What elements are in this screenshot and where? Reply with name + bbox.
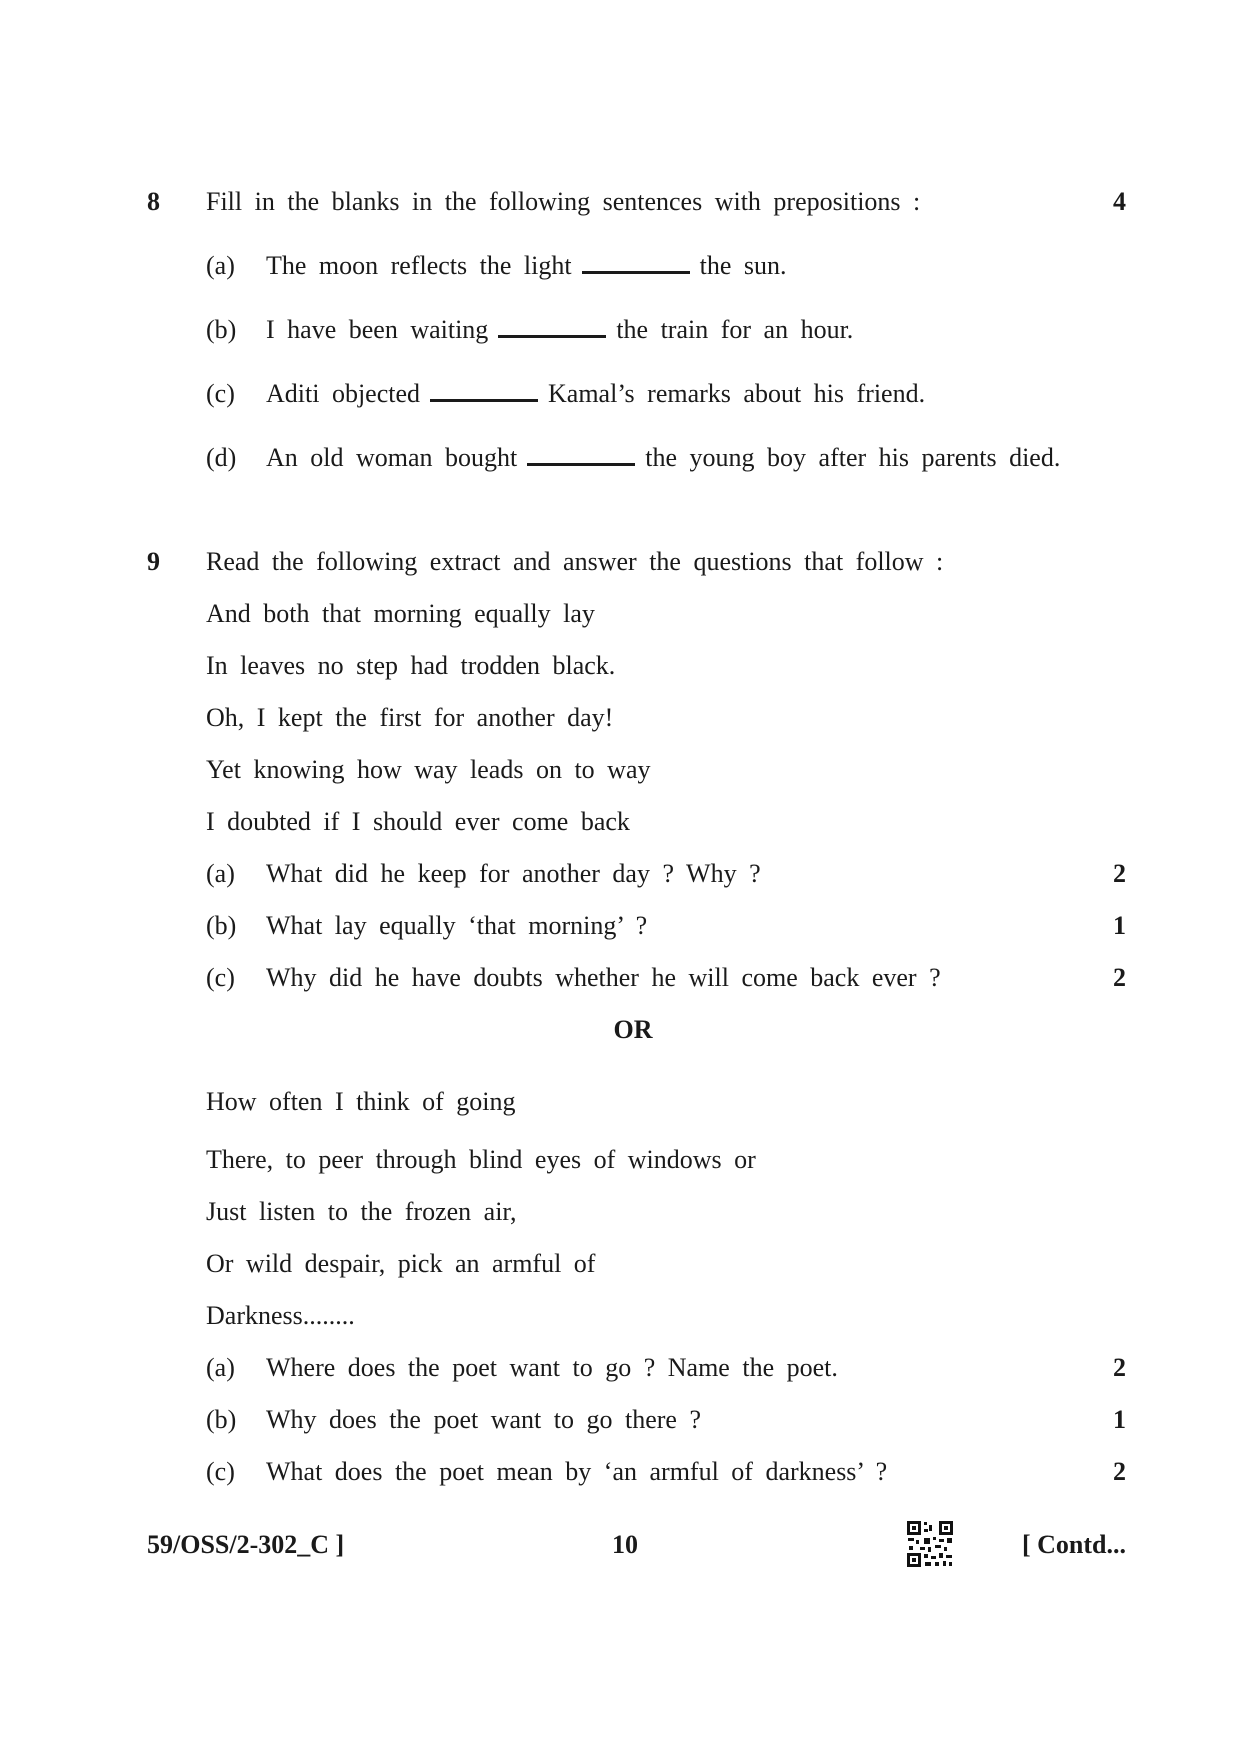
extract-line: And both that morning equally lay	[206, 599, 595, 628]
alt-question-a-marks: 2	[1113, 1353, 1126, 1382]
or-divider: OR	[613, 1015, 653, 1044]
q9-question-a-marks: 2	[1113, 859, 1126, 888]
alt-question-label: (c)	[206, 1457, 235, 1486]
q8-item-label: (b)	[206, 315, 237, 344]
alt-extract-line: There, to peer through blind eyes of windows or	[206, 1145, 756, 1174]
q8-item-label: (c)	[206, 379, 235, 408]
q8-item-c	[266, 378, 925, 410]
answer-blank	[498, 315, 606, 338]
q8-item-c-after: Kamal’s remarks about his friend.	[548, 379, 926, 408]
q9-question-c: Why did he have doubts whether he will come back ever ?	[266, 963, 941, 992]
q8-item-d-after: the young boy after his parents died.	[645, 443, 1061, 472]
question-9-instruction: Read the following extract and answer the questions that follow :	[206, 547, 944, 576]
alt-question-b-marks: 1	[1113, 1405, 1126, 1434]
q8-item-b	[266, 314, 853, 346]
question-8-marks: 4	[1113, 187, 1126, 216]
question-8-number: 8	[147, 187, 160, 216]
answer-blank	[527, 443, 635, 466]
alt-extract-line: Just listen to the frozen air,	[206, 1197, 517, 1226]
alt-question-b: Why does the poet want to go there ?	[266, 1405, 701, 1434]
page-number: 10	[612, 1530, 638, 1559]
q8-item-d	[266, 442, 1060, 474]
q8-item-a-before: The moon reflects the light	[266, 251, 572, 280]
alt-extract-line: Or wild despair, pick an armful of	[206, 1249, 596, 1278]
alt-question-a: Where does the poet want to go ? Name the poet.	[266, 1353, 838, 1382]
question-9-number: 9	[147, 547, 160, 576]
q9-question-b: What lay equally ‘that morning’ ?	[266, 911, 648, 940]
q9-question-label: (c)	[206, 963, 235, 992]
q8-item-label: (a)	[206, 251, 235, 280]
q8-item-b-before: I have been waiting	[266, 315, 489, 344]
q9-question-b-marks: 1	[1113, 911, 1126, 940]
q8-item-a	[266, 250, 786, 282]
answer-blank	[430, 379, 538, 402]
alt-question-c: What does the poet mean by ‘an armful of darkness’ ?	[266, 1457, 888, 1486]
extract-line: I doubted if I should ever come back	[206, 807, 630, 836]
q8-item-b-after: the train for an hour.	[616, 315, 854, 344]
q9-question-c-marks: 2	[1113, 963, 1126, 992]
extract-line: Oh, I kept the first for another day!	[206, 703, 614, 732]
answer-blank	[582, 251, 690, 274]
qr-code-icon	[906, 1520, 954, 1568]
paper-code: 59/OSS/2-302_C ]	[147, 1530, 345, 1559]
extract-line: In leaves no step had trodden black.	[206, 651, 616, 680]
alt-extract-line: Darkness........	[206, 1301, 355, 1330]
q9-question-a: What did he keep for another day ? Why ?	[266, 859, 761, 888]
continued-label: [ Contd...	[1021, 1530, 1126, 1559]
q8-item-c-before: Aditi objected	[266, 379, 421, 408]
alt-question-label: (b)	[206, 1405, 237, 1434]
question-8-instruction: Fill in the blanks in the following sentences with prepositions :	[206, 187, 921, 216]
q9-question-label: (b)	[206, 911, 237, 940]
alt-question-label: (a)	[206, 1353, 235, 1382]
extract-line: Yet knowing how way leads on to way	[206, 755, 651, 784]
alt-question-c-marks: 2	[1113, 1457, 1126, 1486]
q8-item-a-after: the sun.	[699, 251, 787, 280]
q9-question-label: (a)	[206, 859, 235, 888]
q8-item-d-before: An old woman bought	[266, 443, 518, 472]
alt-extract-line: How often I think of going	[206, 1087, 516, 1116]
q8-item-label: (d)	[206, 443, 237, 472]
